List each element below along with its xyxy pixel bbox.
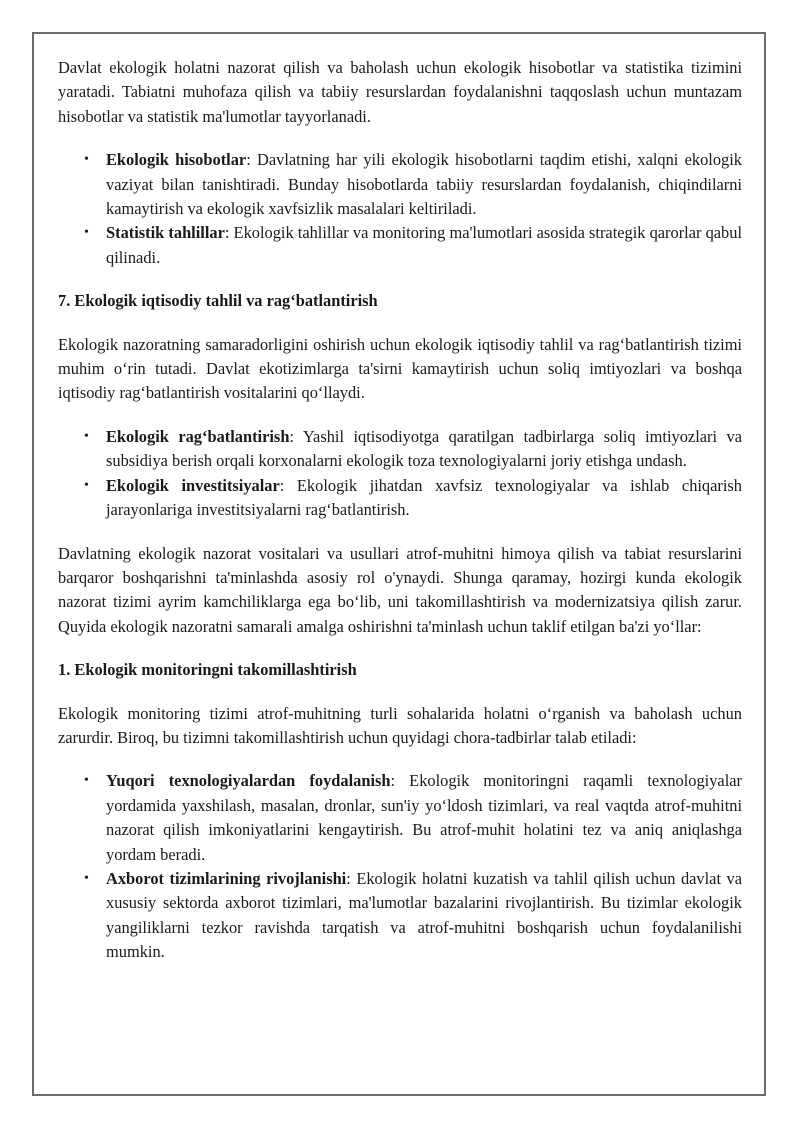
reports-list <box>58 148 742 270</box>
section-7-paragraph: Ekologik nazoratning samaradorligini oshirish uchun ekologik iqtisodiy tahlil va rag‘batlantirish tizimi muhim o‘rin tutadi. Davlat ekotizimlarga ta'sirni kamaytirish uchun soliq imtiyozlari va boshqa iqtisodiy rag‘batlantirish vositalarini qo‘llaydi. <box>58 334 742 403</box>
list-item-term: Ekologik rag‘batlantirish <box>106 426 290 446</box>
bullet-icon: • <box>84 225 89 241</box>
list-item-term: Axborot tizimlarining rivojlanishi <box>106 868 347 888</box>
list-item-text: : Ekologik jihatdan xavfsiz texnologiyalar va ishlab chiqarish jarayonlariga investitsiyalarni rag‘batlantirish. <box>106 475 742 520</box>
bullet-icon: • <box>84 477 89 493</box>
monitoring-list <box>58 769 742 964</box>
intro-paragraph: Davlat ekologik holatni nazorat qilish va baholash uchun ekologik hisobotlar va statistika tizimini yaratadi. Tabiatni muhofaza qilish va tabiiy resurslardan foydalanishni taqqoslash uchun muntazam hisobotlar va statistik ma'lumotlar tayyorlanadi. <box>58 58 742 126</box>
list-item-term: Yuqori texnologiyalardan foydalanish <box>106 771 391 791</box>
list-item-term: Statistik tahlillar <box>106 223 225 243</box>
list-item-text: : Yashil iqtisodiyotga qaratilgan tadbirlarga soliq imtiyozlari va subsidiya berish orqali korxonalarni ekologik toza texnologiyalarni joriy etishga undash. <box>106 426 742 471</box>
list-item <box>84 474 742 523</box>
list-item <box>84 769 742 867</box>
list-item <box>84 148 743 221</box>
list-item-text: : Ekologik tahlillar va monitoring ma'lumotlari asosida strategik qarorlar qabul qilinadi. <box>106 223 742 267</box>
list-item-term: Ekologik investitsiyalar <box>106 475 280 495</box>
summary-paragraph: Davlatning ekologik nazorat vositalari va usullari atrof-muhitni himoya qilish va tabiat resurslarini barqaror boshqarishni ta'minlashda asosiy rol o'ynaydi. Shunga qaramay, hozirgi kunda ekologik nazorat tizimi ayrim kamchiliklarga ega bo‘lib, uni takomillashtirish va modernizatsiya qilish zarur. Quyida ekologik nazoratni samarali amalga oshirishni ta'minlash uchun taklif etilgan ba'zi yo‘llar: <box>58 543 742 636</box>
bullet-icon: • <box>84 870 89 886</box>
list-item-term: Ekologik hisobotlar <box>106 150 247 170</box>
incentives-list <box>58 425 742 523</box>
section-heading-7: 7. Ekologik iqtisodiy tahlil va rag‘batlantirish <box>58 291 378 311</box>
document-body <box>58 56 742 984</box>
section-heading-1: 1. Ekologik monitoringni takomillashtirish <box>58 660 357 680</box>
list-item <box>84 221 742 270</box>
bullet-icon: • <box>84 152 89 168</box>
list-item-text: : Ekologik monitoringni raqamli texnologiyalar yordamida yaxshilash, masalan, dronlar, sun'iy yo‘ldosh tizimlari, va real vaqtda atrof-muhitni nazorat qilish imkoniyatlarini kengaytirish. Bu atrof-muhit holatini tez va aniq aniqlashga yordam beradi. <box>106 771 742 864</box>
list-item-text: : Ekologik holatni kuzatish va tahlil qilish uchun davlat va xususiy sektorda axborot tizimlari, ma'lumotlar bazalarini rivojlantirish. Bu tizimlar ekologik yangiliklarni tezkor ravishda tarqatish va atrof-muhitni boshqarish uchun foydalanilishi mumkin. <box>106 868 742 962</box>
bullet-icon: • <box>84 428 89 444</box>
list-item <box>84 425 742 474</box>
section-1-paragraph: Ekologik monitoring tizimi atrof-muhitning turli sohalarida holatni o‘rganish va baholash uchun zarurdir. Biroq, bu tizimni takomillashtirish uchun quyidagi chora-tadbirlar talab etiladi: <box>58 703 742 747</box>
list-item <box>84 867 742 965</box>
bullet-icon: • <box>84 773 89 789</box>
list-item-text: : Davlatning har yili ekologik hisobotlarni taqdim etishi, xalqni ekologik vaziyat bilan tanishtiradi. Bunday hisobotlarda tabiiy resurslardan foydalanish, chiqindilarni kamaytirish va ekologik xavfsizlik masalalari keltiriladi. <box>106 150 743 219</box>
